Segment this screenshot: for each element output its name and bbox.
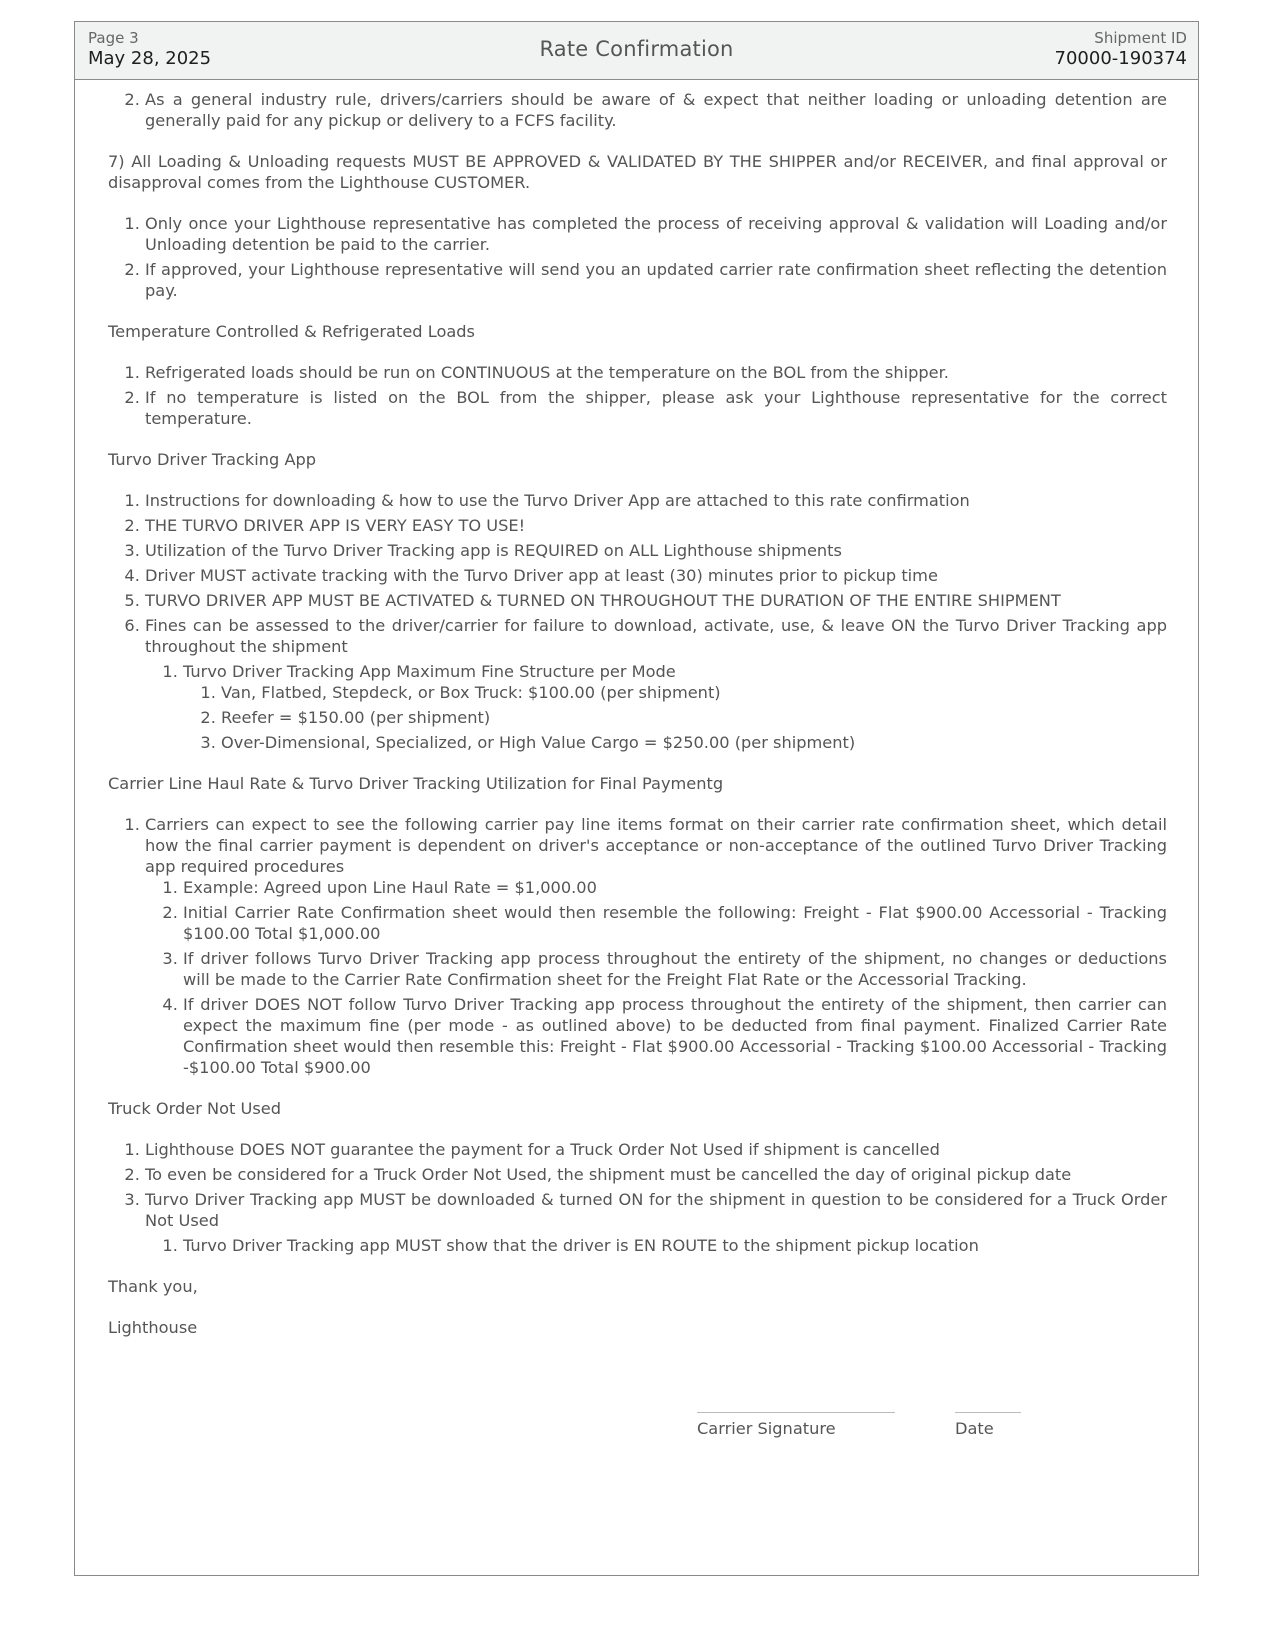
turvo-list bbox=[108, 490, 1167, 753]
list-item bbox=[183, 661, 1167, 753]
list-item: 2. As a general industry rule, drivers/carriers should be aware of & expect that neither loading or unloading detention are generally paid for any pickup or delivery to a FCFS facility. bbox=[145, 89, 1167, 131]
list-item bbox=[145, 814, 1167, 1078]
list-item: 2. If approved, your Lighthouse representative will send you an updated carrier rate confirmation sheet reflecting the detention pay. bbox=[145, 259, 1167, 301]
list-item bbox=[145, 1189, 1167, 1256]
list-item: 1. Turvo Driver Tracking app MUST show that the driver is EN ROUTE to the shipment pickup location bbox=[183, 1235, 1167, 1256]
list-item-text: Carriers can expect to see the following carrier pay line items format on their carrier rate confirmation sheet, which detail how the final carrier payment is dependent on driver's acceptance or non-acceptance of the outlined Turvo Driver Tracking app required procedures bbox=[145, 815, 1167, 876]
list-item: 1. Lighthouse DOES NOT guarantee the payment for a Truck Order Not Used if shipment is cancelled bbox=[145, 1139, 1167, 1160]
list-item: 3. If driver follows Turvo Driver Tracking app process throughout the entirety of the shipment, no changes or deductions will be made to the Carrier Rate Confirmation sheet for the Freight Flat Rate or the Accessorial Tracking. bbox=[183, 948, 1167, 990]
rule-7-paragraph: 7) All Loading & Unloading requests MUST BE APPROVED & VALIDATED BY THE SHIPPER and/or RECEIVER, and final approval or disapproval comes from the Lighthouse CUSTOMER. bbox=[108, 152, 1167, 192]
temperature-heading: Temperature Controlled & Refrigerated Loads bbox=[108, 322, 475, 341]
list-item: 2. Initial Carrier Rate Confirmation sheet would then resemble the following: Freight - Flat $900.00 Accessorial - Tracking $100.00 Total $1,000.00 bbox=[183, 902, 1167, 944]
list-item: 2. To even be considered for a Truck Order Not Used, the shipment must be cancelled the day of original pickup date bbox=[145, 1164, 1167, 1185]
page-number: Page 3 bbox=[88, 29, 139, 47]
list-item: 2. Reefer = $150.00 (per shipment) bbox=[221, 707, 1167, 728]
linehaul-sub-list bbox=[145, 877, 1167, 1078]
closing-thanks: Thank you, bbox=[108, 1277, 198, 1296]
date-signature-block bbox=[955, 1412, 1021, 1438]
list-item: 4. If driver DOES NOT follow Turvo Driver Tracking app process throughout the entirety of the shipment, then carrier can expect the maximum fine (per mode - as outlined above) to be deducted from final payment. Finalized Carrier Rate Confirmation sheet would then resemble this: Freight - Flat $900.00 Accessorial - Tracking $100.00 Accessorial - Tracking -$100.00 Total $900.00 bbox=[183, 994, 1167, 1078]
page-header bbox=[75, 22, 1198, 80]
tonu-sub-list bbox=[145, 1235, 1167, 1256]
list-item-text: Turvo Driver Tracking App Maximum Fine Structure per Mode bbox=[183, 662, 676, 681]
list-item bbox=[145, 615, 1167, 753]
linehaul-heading: Carrier Line Haul Rate & Turvo Driver Tracking Utilization for Final Paymentg bbox=[108, 774, 724, 793]
list-item: 1. Instructions for downloading & how to use the Turvo Driver App are attached to this rate confirmation bbox=[145, 490, 1167, 511]
shipment-id-label: Shipment ID bbox=[1094, 29, 1187, 47]
list-item: 3. Utilization of the Turvo Driver Tracking app is REQUIRED on ALL Lighthouse shipments bbox=[145, 540, 1167, 561]
document-title: Rate Confirmation bbox=[539, 37, 734, 61]
tonu-list bbox=[108, 1139, 1167, 1256]
list-item: 4. Driver MUST activate tracking with the Turvo Driver app at least (30) minutes prior to pickup time bbox=[145, 565, 1167, 586]
list-item: 5. TURVO DRIVER APP MUST BE ACTIVATED & TURNED ON THROUGHOUT THE DURATION OF THE ENTIRE SHIPMENT bbox=[145, 590, 1167, 611]
header-right bbox=[1055, 29, 1187, 71]
list-item-text: Fines can be assessed to the driver/carrier for failure to download, activate, use, & leave ON the Turvo Driver Tracking app throughout the shipment bbox=[145, 616, 1167, 656]
shipment-id-value: 70000-190374 bbox=[1054, 48, 1187, 69]
detention-list-continued bbox=[108, 89, 1167, 131]
carrier-signature-block bbox=[697, 1412, 895, 1438]
list-item-text: Turvo Driver Tracking app MUST be downloaded & turned ON for the shipment in question to be considered for a Truck Order Not Used bbox=[145, 1190, 1167, 1230]
list-item: 2. THE TURVO DRIVER APP IS VERY EASY TO USE! bbox=[145, 515, 1167, 536]
fine-by-mode-list bbox=[183, 682, 1167, 753]
turvo-heading: Turvo Driver Tracking App bbox=[108, 450, 317, 469]
document-date: May 28, 2025 bbox=[88, 48, 212, 69]
list-item: 1. Example: Agreed upon Line Haul Rate = $1,000.00 bbox=[183, 877, 1167, 898]
rule-7-list bbox=[108, 213, 1167, 301]
list-item: 1. Only once your Lighthouse representative has completed the process of receiving approval & validation will Loading and/or Unloading detention be paid to the carrier. bbox=[145, 213, 1167, 255]
tonu-heading: Truck Order Not Used bbox=[108, 1099, 282, 1118]
fine-structure-list bbox=[145, 661, 1167, 753]
list-item: 2. If no temperature is listed on the BOL from the shipper, please ask your Lighthouse representative for the correct temperature. bbox=[145, 387, 1167, 429]
temperature-list bbox=[108, 362, 1167, 429]
list-item: 1. Refrigerated loads should be run on CONTINUOUS at the temperature on the BOL from the shipper. bbox=[145, 362, 1167, 383]
signature-date-label: Date bbox=[955, 1412, 1021, 1438]
closing-company: Lighthouse bbox=[108, 1318, 198, 1337]
linehaul-list bbox=[108, 814, 1167, 1078]
carrier-signature-label: Carrier Signature bbox=[697, 1412, 895, 1438]
list-item: 1. Van, Flatbed, Stepdeck, or Box Truck: $100.00 (per shipment) bbox=[221, 682, 1167, 703]
list-item: 3. Over-Dimensional, Specialized, or High Value Cargo = $250.00 (per shipment) bbox=[221, 732, 1167, 753]
document-body bbox=[108, 89, 1167, 1358]
